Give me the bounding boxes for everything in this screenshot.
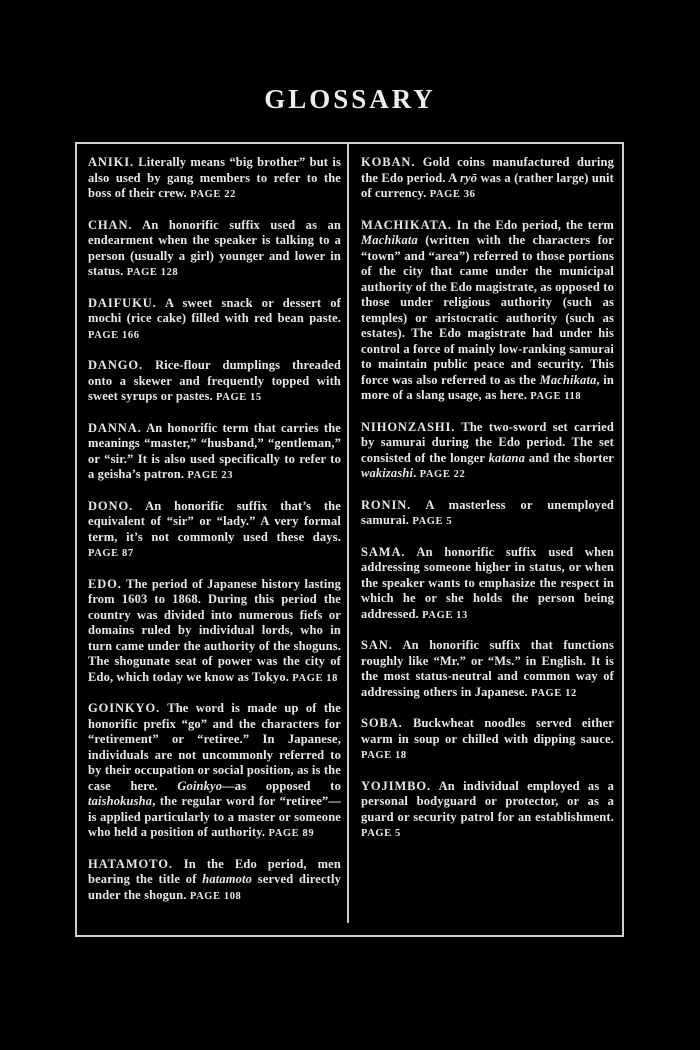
- definition-text-italic: taishokusha: [88, 794, 153, 808]
- glossary-term: DONO.: [88, 498, 134, 513]
- glossary-entry: [361, 716, 614, 764]
- definition-text: Literally means “big brother” but is also used by gang members to refer to the boss of their crew.: [88, 155, 341, 200]
- glossary-term: HATAMOTO.: [88, 856, 173, 871]
- glossary-entry: [361, 155, 614, 203]
- definition-text: The period of Japanese history lasting from 1603 to 1868. During this period the country was divided into numerous fiefs or domains ruled by individual lords, who in turn came under the authority of the shoguns. The shogunate seat of power was the city of Edo, which today we know as Tokyo.: [88, 576, 341, 684]
- glossary-term: SOBA.: [361, 716, 403, 730]
- definition-text-italic: Goinkyo: [177, 778, 223, 793]
- page-reference: PAGE 15: [216, 392, 262, 403]
- glossary-entry: [88, 155, 341, 203]
- glossary-term: RONIN.: [361, 497, 412, 512]
- definition-text: Gold coins manufactured during the Edo period. A: [361, 155, 614, 185]
- definition-text: In the Edo period, the term: [456, 217, 614, 232]
- definition-text: , the regular word for “retiree”—is applied particularly to a master or someone who held a position of authority.: [88, 794, 341, 839]
- page-reference: PAGE 36: [429, 189, 476, 200]
- glossary-entry: [361, 498, 614, 530]
- page-reference: PAGE 13: [422, 609, 468, 621]
- definition-text: An honorific suffix that functions roughly like “Mr.” or “Ms.” in English. It is the most status-neutral and common way of addressing others in Japanese.: [361, 638, 614, 699]
- column-divider: [347, 144, 349, 923]
- definition-text: An honorific suffix used as an endearment when the speaker is talking to a person (usually a girl) younger and lower in status.: [88, 217, 341, 278]
- glossary-term: EDO.: [88, 576, 122, 591]
- glossary-column-right: [361, 155, 614, 842]
- definition-text: An individual employed as a personal bodyguard or protector, or as a guard or security patrol for an establishment.: [361, 778, 614, 824]
- glossary-term: YOJIMBO.: [361, 778, 432, 793]
- glossary-entry: [88, 421, 341, 484]
- definition-text-italic: hatamoto: [202, 872, 253, 886]
- page-reference: PAGE 5: [361, 828, 401, 839]
- definition-text: A sweet snack or dessert of mochi (rice cake) filled with red bean paste.: [88, 295, 341, 325]
- definition-text: .: [413, 466, 417, 480]
- glossary-term: ANIKI.: [88, 155, 135, 169]
- glossary-entry: [88, 577, 341, 687]
- page-reference: PAGE 5: [412, 516, 453, 527]
- definition-text: An honorific suffix that’s the equivalent of “sir” or “lady.” A very formal term, it’s not commonly used these days.: [88, 498, 341, 544]
- glossary-entry: [361, 779, 614, 842]
- page-reference: PAGE 22: [419, 469, 466, 480]
- glossary-term: NIHONZASHI.: [361, 419, 456, 434]
- definition-text: (written with the characters for “town” and “area”) referred to those portions of the city that came under the municipal authority of the Edo magistrate, as opposed to those under religious authority (such as temples) or aristocratic authority (such as estates). The Edo magistrate had under his control a force of mainly low-ranking samurai to maintain public peace and security. This force was also referred to as the: [361, 233, 614, 387]
- definition-text: served directly under the shogun.: [88, 872, 341, 902]
- glossary-term: KOBAN.: [361, 155, 416, 169]
- definition-text-italic: Machikata: [539, 372, 597, 387]
- definition-text: —as opposed to: [222, 778, 341, 793]
- definition-text-italic: Machikata: [361, 233, 418, 247]
- page-reference: PAGE 18: [361, 750, 407, 761]
- glossary-entry: [361, 545, 614, 624]
- page-reference: PAGE 89: [268, 828, 315, 839]
- page-reference: PAGE 118: [530, 391, 582, 402]
- glossary-term: GOINKYO.: [88, 701, 161, 715]
- definition-text: An honorific suffix used when addressing someone higher in status, or when the speaker wants to emphasize the respect in which he or she holds the person being addressed.: [361, 544, 614, 621]
- definition-text-italic: wakizashi: [361, 466, 414, 480]
- glossary-box: [75, 142, 624, 937]
- definition-text-italic: katana: [488, 450, 525, 465]
- definition-text: An honorific term that carries the meanings “master,” “husband,” “gentleman,” or “sir.” It is also used specifically to refer to a geisha’s patron.: [88, 420, 341, 481]
- glossary-term: DANGO.: [88, 358, 144, 372]
- definition-text: Rice-flour dumplings threaded onto a skewer and frequently topped with sweet syrups or pastes.: [88, 358, 341, 403]
- page-reference: PAGE 128: [126, 267, 179, 278]
- glossary-entry: [361, 638, 614, 701]
- definition-text: The two-sword set carried by samurai during the Edo period. The set consisted of the longer: [361, 419, 614, 465]
- page-reference: PAGE 23: [187, 470, 234, 481]
- definition-text-italic: ryō: [460, 170, 478, 185]
- glossary-entry: [88, 358, 341, 406]
- glossary-entry: [88, 701, 341, 842]
- glossary-entry: [88, 296, 341, 344]
- page-reference: PAGE 18: [292, 672, 338, 684]
- glossary-entry: [88, 218, 341, 281]
- page-title: GLOSSARY: [264, 84, 436, 114]
- definition-text: The word is made up of the honorific prefix “go” and the characters for “retirement” or “retiree.” In Japanese, individuals are not uncommonly referred to by their occupation or social position, as is the case here.: [88, 701, 341, 793]
- glossary-term: DANNA.: [88, 420, 142, 435]
- page-reference: PAGE 22: [190, 189, 236, 200]
- definition-text: A masterless or unemployed samurai.: [361, 497, 614, 527]
- glossary-entry: [361, 420, 614, 483]
- glossary-entry: [361, 218, 614, 405]
- page-reference: PAGE 166: [88, 329, 140, 341]
- definition-text: was a (rather large) unit of currency.: [361, 170, 614, 200]
- page-reference: PAGE 12: [531, 687, 577, 699]
- glossary-term: DAIFUKU.: [88, 295, 157, 310]
- glossary-term: MACHIKATA.: [361, 217, 452, 232]
- definition-text: and the shorter: [524, 450, 614, 465]
- glossary-term: SAN.: [361, 638, 393, 652]
- glossary-entry: [88, 857, 341, 905]
- page-reference: PAGE 87: [88, 548, 134, 559]
- definition-text: Buckwheat noodles served either warm in soup or chilled with dipping sauce.: [361, 716, 614, 746]
- glossary-entry: [88, 499, 341, 562]
- glossary-column-left: [88, 155, 341, 904]
- glossary-term: SAMA.: [361, 544, 406, 559]
- definition-text: , in more of a slang usage, as here.: [361, 372, 614, 402]
- definition-text: In the Edo period, men bearing the title of: [88, 856, 341, 886]
- page-reference: PAGE 108: [189, 890, 242, 902]
- glossary-term: CHAN.: [88, 217, 133, 232]
